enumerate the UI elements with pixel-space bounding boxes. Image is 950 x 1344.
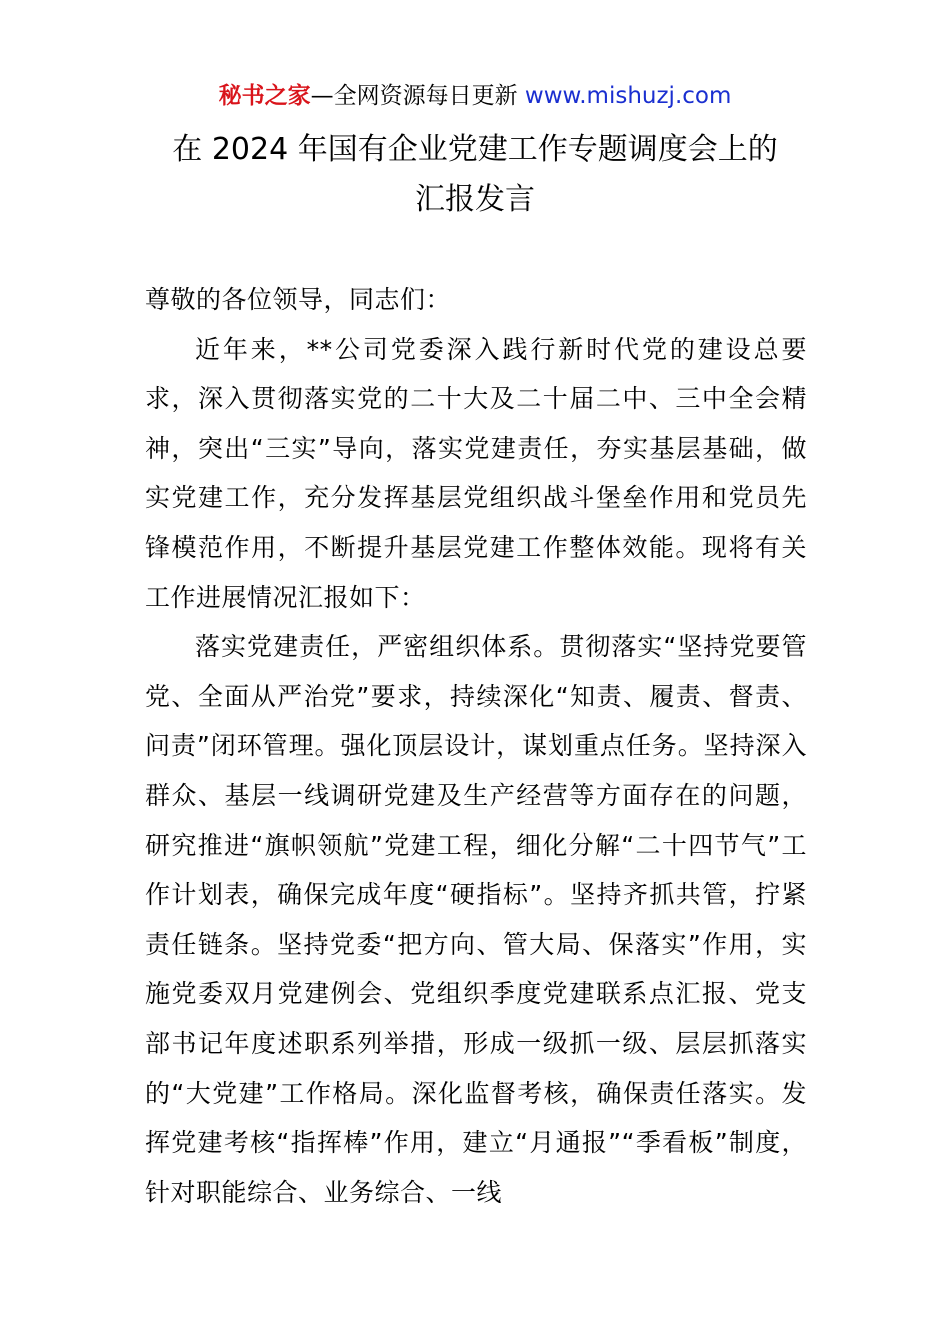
body-paragraph-intro: 近年来，**公司党委深入践行新时代党的建设总要求，深入贯彻落实党的二十大及二十届二中、三中全会精神，突出“三实”导向，落实党建责任，夯实基层基础，做实党建工作，充分发挥基层党组织战斗堡垒作用和党员先锋模范作用，不断提升基层党建工作整体效能。现将有关工作进展情况汇报如下： [145,334,807,612]
document-title [0,125,950,225]
title-line-2: 汇报发言 [415,182,535,217]
site-header [0,80,950,112]
document-body [145,275,807,1217]
header-tagline: —全网资源每日更新 [310,83,525,109]
body-paragraph-responsibility: 落实党建责任，严密组织体系。贯彻落实“坚持党要管党、全面从严治党”要求，持续深化“知责、履责、督责、问责”闭环管理。强化顶层设计，谋划重点任务。坚持深入群众、基层一线调研党建及生产经营等方面存在的问题，研究推进“旗帜领航”党建工程，细化分解“二十四节气”工作计划表，确保完成年度“硬指标”。坚持齐抓共管，拧紧责任链条。坚持党委“把方向、管大局、保落实”作用，实施党委双月党建例会、党组织季度党建联系点汇报、党支部书记年度述职系列举措，形成一级抓一级、层层抓落实的“大党建”工作格局。深化监督考核，确保责任落实。发挥党建考核“指挥棒”作用，建立“月通报”“季看板”制度，针对职能综合、业务综合、一线 [145,632,807,1207]
salutation: 尊敬的各位领导，同志们： [145,285,452,314]
brand-name: 秘书之家 [218,83,311,109]
title-line-1: 在 2024 年国有企业党建工作专题调度会上的 [172,132,778,167]
site-url-link[interactable]: www.mishuzj.com [524,83,732,109]
